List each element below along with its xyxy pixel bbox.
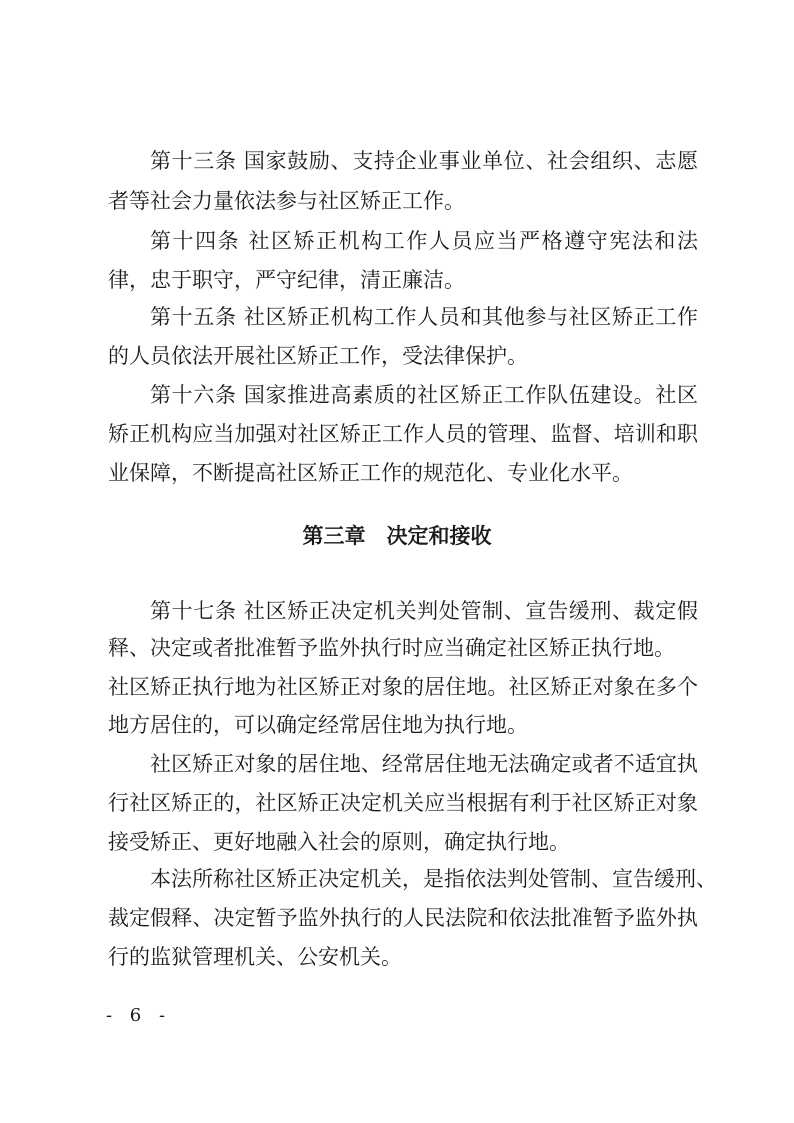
article-17-p2-line-3: 接受矫正、更好地融入社会的原则，确定执行地。 — [108, 830, 570, 854]
article-17-p3-line-3: 行的监狱管理机关、公安机关。 — [108, 945, 402, 969]
article-13-line-2: 者等社会力量依法参与社区矫正工作。 — [108, 189, 465, 213]
article-17-p1-line-1: 第十七条 社区矫正决定机关判处管制、宣告缓刑、裁定假 — [150, 599, 698, 623]
article-15-line-2: 的人员依法开展社区矫正工作，受法律保护。 — [108, 344, 528, 368]
article-15-line-1: 第十五条 社区矫正机构工作人员和其他参与社区矫正工作 — [150, 305, 698, 329]
article-17-p2-line-2: 行社区矫正的，社区矫正决定机关应当根据有利于社区矫正对象 — [108, 791, 698, 815]
chapter-heading: 第三章 决定和接收 — [302, 524, 492, 548]
article-17-p1-line-3: 社区矫正执行地为社区矫正对象的居住地。社区矫正对象在多个 — [108, 675, 698, 699]
article-16-line-2: 矫正机构应当加强对社区矫正工作人员的管理、监督、培训和职 — [108, 422, 698, 446]
article-13-line-1: 第十三条 国家鼓励、支持企业事业单位、社会组织、志愿 — [150, 149, 698, 173]
article-17-p3-line-2: 裁定假释、决定暂予监外执行的人民法院和依法批准暂予监外执 — [108, 906, 698, 930]
article-16-line-1: 第十六条 国家推进高素质的社区矫正工作队伍建设。社区 — [150, 383, 698, 407]
page-number: - 6 - — [106, 1005, 172, 1026]
article-17-p1-line-2: 释、决定或者批准暂予监外执行时应当确定社区矫正执行地。 — [108, 636, 675, 660]
article-17-p1-line-4: 地方居住的，可以确定经常居住地为执行地。 — [108, 713, 528, 737]
article-14-line-1: 第十四条 社区矫正机构工作人员应当严格遵守宪法和法 — [150, 229, 698, 253]
article-17-p3-line-1: 本法所称社区矫正决定机关，是指依法判处管制、宣告缓刑、 — [150, 867, 717, 891]
article-17-p2-line-1: 社区矫正对象的居住地、经常居住地无法确定或者不适宜执 — [150, 752, 698, 776]
article-16-line-3: 业保障，不断提高社区矫正工作的规范化、专业化水平。 — [108, 461, 633, 485]
article-14-line-2: 律，忠于职守，严守纪律，清正廉洁。 — [108, 268, 465, 292]
